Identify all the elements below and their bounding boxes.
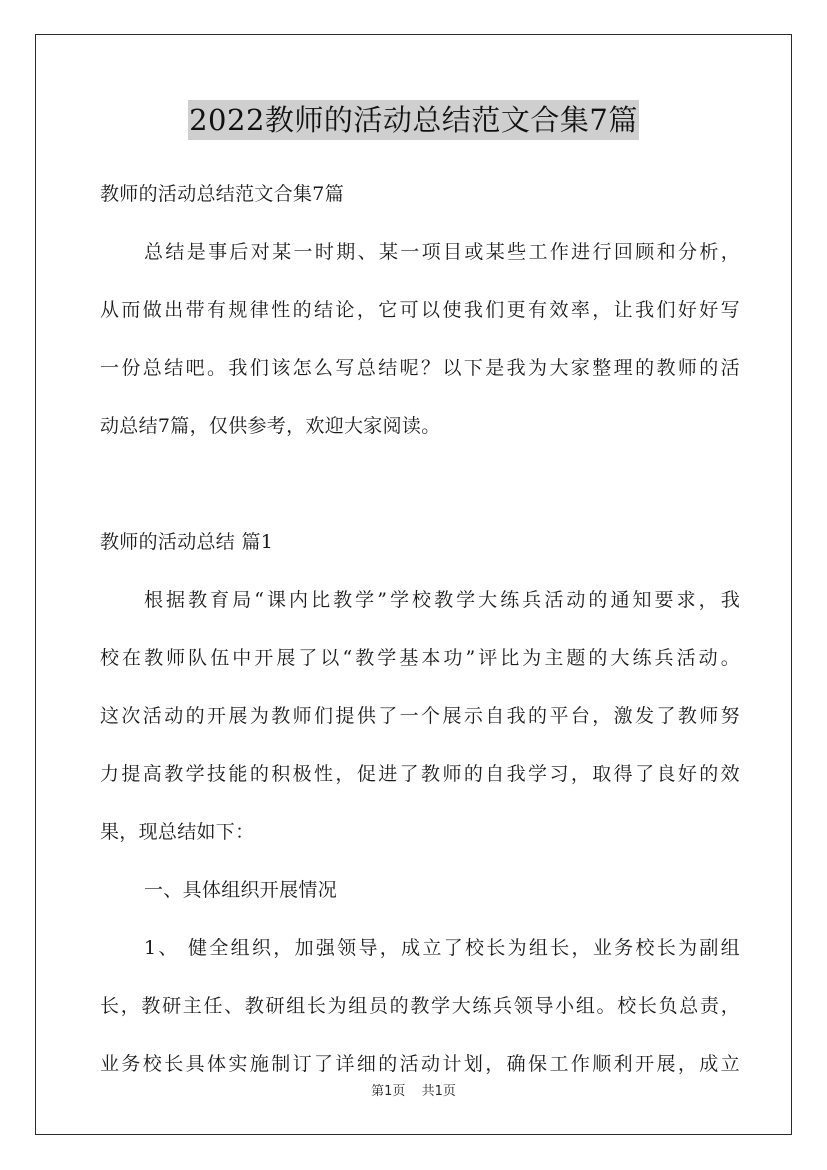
document-subtitle: 教师的活动总结范文合集7篇	[100, 183, 344, 205]
document-body	[100, 175, 740, 1083]
document-title: 2022教师的活动总结范文合集7篇	[188, 100, 639, 140]
item-line: 业务校长具体实施制订了详细的活动计划，确保工作顺利开展，成立	[100, 1053, 740, 1075]
page-number: 第1页	[371, 1084, 406, 1099]
page-total: 共1页	[421, 1084, 456, 1099]
body-line: 果，现总结如下：	[100, 821, 255, 843]
intro-line: 一份总结吧。我们该怎么写总结呢？以下是我为大家整理的教师的活	[100, 357, 740, 379]
item-line: 1、 健全组织，加强领导，成立了校长为组长，业务校长为副组	[144, 937, 740, 959]
subheading: 一、具体组织开展情况	[144, 879, 338, 901]
title-container	[0, 100, 827, 140]
intro-line: 从而做出带有规律性的结论，它可以使我们更有效率，让我们好好写	[100, 299, 740, 321]
body-line: 校在教师队伍中开展了以“教学基本功”评比为主题的大练兵活动。	[100, 647, 740, 669]
section-heading: 教师的活动总结 篇1	[100, 531, 274, 553]
body-line: 根据教育局“课内比教学”学校教学大练兵活动的通知要求，我	[144, 589, 740, 611]
body-line: 力提高教学技能的积极性，促进了教师的自我学习，取得了良好的效	[100, 763, 740, 785]
page-footer	[0, 1083, 827, 1101]
intro-line: 动总结7篇，仅供参考，欢迎大家阅读。	[100, 415, 441, 437]
intro-line: 总结是事后对某一时期、某一项目或某些工作进行回顾和分析，	[144, 241, 740, 263]
body-line: 这次活动的开展为教师们提供了一个展示自我的平台，激发了教师努	[100, 705, 740, 727]
item-line: 长，教研主任、教研组长为组员的教学大练兵领导小组。校长负总责，	[100, 995, 740, 1017]
